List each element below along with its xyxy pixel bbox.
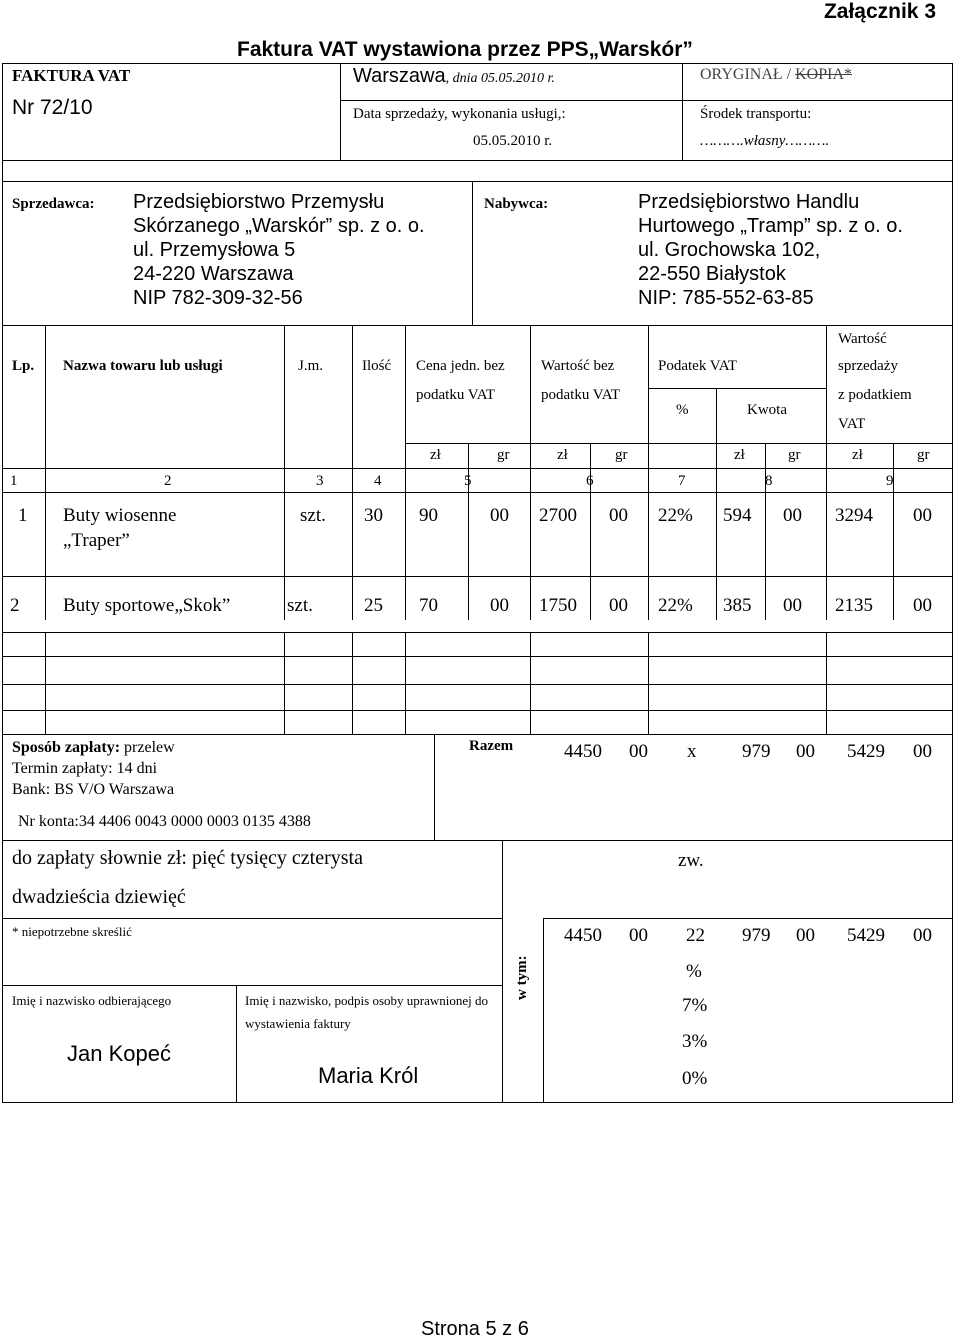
rate-22: 22 [686,925,705,946]
col-gross-header-2: sprzedaży [838,358,898,374]
row-unit: szt. [287,595,313,616]
seller-line: Skórzanego „Warskór” sp. z o. o. [133,215,425,237]
col-pct-header: % [676,402,689,418]
seller-line: NIP 782-309-32-56 [133,287,303,309]
row-net-gr: 00 [609,595,628,616]
totals-pct: x [687,741,697,762]
transport-label: Środek transportu: [700,106,812,122]
breakdown-gross-gr: 00 [913,925,932,946]
invoice-title: Faktura VAT wystawiona przez PPS„Warskór” [237,38,693,61]
col-net-header: Wartość bez [541,358,615,374]
row-net-zl: 2700 [539,505,577,526]
buyer-line: Przedsiębiorstwo Handlu [638,191,860,213]
col-unit-header: J.m. [298,358,324,374]
net-gr-header: gr [615,447,628,463]
row-net-zl: 1750 [539,595,577,616]
issuer-label: Imię i nazwisko, podpis osoby uprawnionej do [245,993,488,1008]
buyer-line: Hurtowego „Tramp” sp. z o. o. [638,215,903,237]
rate-7: 7% [682,995,708,1016]
col-price-header: Cena jedn. bez [416,358,505,374]
seller-line: Przedsiębiorstwo Przemysłu [133,191,385,213]
row-price-gr: 00 [490,505,509,526]
col-number: 3 [316,473,324,489]
amount-in-words: do zapłaty słownie zł: pięć tysięcy czterysta [12,847,363,869]
col-number: 4 [374,473,382,489]
row-pct: 22% [658,595,693,616]
issuer-label-2: wystawienia faktury [245,1016,351,1031]
in-that-label [500,900,530,1000]
receiver-name: Jan Kopeć [67,1041,171,1066]
receiver-label: Imię i nazwisko odbierającego [12,993,172,1008]
col-gross-header-3: z podatkiem [838,387,912,403]
col-number: 1 [10,473,18,489]
totals-net-zl: 4450 [564,741,602,762]
tax-gr-header: gr [788,447,801,463]
price-gr-header: gr [497,447,510,463]
amount-in-words-2: dwadzieścia dziewięć [12,886,186,908]
row-name: Buty wiosenne [63,505,177,526]
breakdown-net-gr: 00 [629,925,648,946]
buyer-line: NIP: 785-552-63-85 [638,287,814,309]
original-copy-label [700,66,852,84]
exempt-label: zw. [678,850,704,871]
seller-line: ul. Przemysłowa 5 [133,239,296,261]
totals-tax-zl: 979 [742,741,771,762]
rate-0: 0% [682,1068,708,1089]
copy-text: KOPIA* [795,66,852,83]
rate-3: 3% [682,1031,708,1052]
annex-label: Załącznik 3 [823,0,936,23]
row-qty: 25 [364,595,383,616]
row-lp: 1 [18,505,28,526]
row-price-zl: 70 [419,595,438,616]
col-gross-header: Wartość [838,331,887,347]
col-amount-header: Kwota [747,402,787,418]
totals-tax-gr: 00 [796,741,815,762]
col-number: 2 [164,473,172,489]
col-name-header: Nazwa towaru lub usługi [63,358,223,374]
payment-method-value: przelew [120,739,175,756]
col-number: 5 [464,473,472,489]
tax-zl-header: zł [734,447,745,463]
row-net-gr: 00 [609,505,628,526]
buyer-line: 22-550 Białystok [638,263,786,285]
transport-value: ……….własny………. [700,133,830,149]
invoice-label: FAKTURA VAT [12,66,131,85]
row-tax-gr: 00 [783,595,802,616]
page-number: Strona 5 z 6 [421,1318,529,1340]
payment-method-label: Sposób zapłaty: [12,739,121,756]
col-net-header-2: podatku VAT [541,387,621,403]
row-qty: 30 [364,505,383,526]
buyer-line: ul. Grochowska 102, [638,239,821,261]
invoice-number: Nr 72/10 [12,96,93,119]
buyer-label: Nabywca: [484,196,549,212]
in-that-text: w tym: [514,955,530,1000]
breakdown-net-zl: 4450 [564,925,602,946]
row-name-2: „Traper” [63,530,130,551]
totals-gross-gr: 00 [913,741,932,762]
original-text: ORYGINAŁ / [700,66,796,83]
col-tax-header: Podatek VAT [658,358,738,374]
row-lp: 2 [10,595,20,616]
issue-place-name: Warszawa [353,65,446,87]
net-zl-header: zł [557,447,568,463]
row-tax-gr: 00 [783,505,802,526]
seller-line: 24-220 Warszawa [133,263,294,285]
gross-zl-header: zł [852,447,863,463]
row-gross-gr: 00 [913,505,932,526]
col-price-header-2: podatku VAT [416,387,496,403]
col-number: 8 [765,473,773,489]
rate-22-pct: % [686,961,702,982]
issue-date: , dnia 05.05.2010 r. [445,71,555,86]
row-price-zl: 90 [419,505,438,526]
payment-bank: Bank: BS V/O Warszawa [12,781,175,798]
totals-gross-zl: 5429 [847,741,885,762]
sale-date: 05.05.2010 r. [473,133,553,149]
row-unit: szt. [300,505,326,526]
issue-place [353,65,555,88]
account-number: Nr konta:34 4406 0043 0000 0003 0135 4388 [18,813,311,830]
row-pct: 22% [658,505,693,526]
payment-term: Termin zapłaty: 14 dni [12,760,158,777]
buyer-block [638,190,903,310]
row-gross-zl: 2135 [835,595,873,616]
breakdown-gross-zl: 5429 [847,925,885,946]
col-number: 6 [586,473,594,489]
payment-method [12,739,175,757]
breakdown-tax-gr: 00 [796,925,815,946]
col-number: 7 [678,473,686,489]
row-gross-gr: 00 [913,595,932,616]
seller-block [133,190,425,310]
row-tax-zl: 594 [723,505,752,526]
issuer-name: Maria Król [318,1063,419,1088]
price-zl-header: zł [430,447,441,463]
footnote: * niepotrzebne skreślić [12,924,132,939]
col-qty-header: Ilość [362,358,392,374]
row-price-gr: 00 [490,595,509,616]
col-gross-header-4: VAT [838,416,866,432]
sale-date-label: Data sprzedaży, wykonania usługi,: [353,106,566,122]
col-lp-header: Lp. [12,358,35,374]
seller-label: Sprzedawca: [12,196,95,212]
row-name: Buty sportowe„Skok” [63,595,231,616]
totals-label: Razem [469,738,514,754]
totals-net-gr: 00 [629,741,648,762]
breakdown-tax-zl: 979 [742,925,771,946]
row-gross-zl: 3294 [835,505,873,526]
col-number: 9 [886,473,894,489]
gross-gr-header: gr [917,447,930,463]
row-tax-zl: 385 [723,595,752,616]
